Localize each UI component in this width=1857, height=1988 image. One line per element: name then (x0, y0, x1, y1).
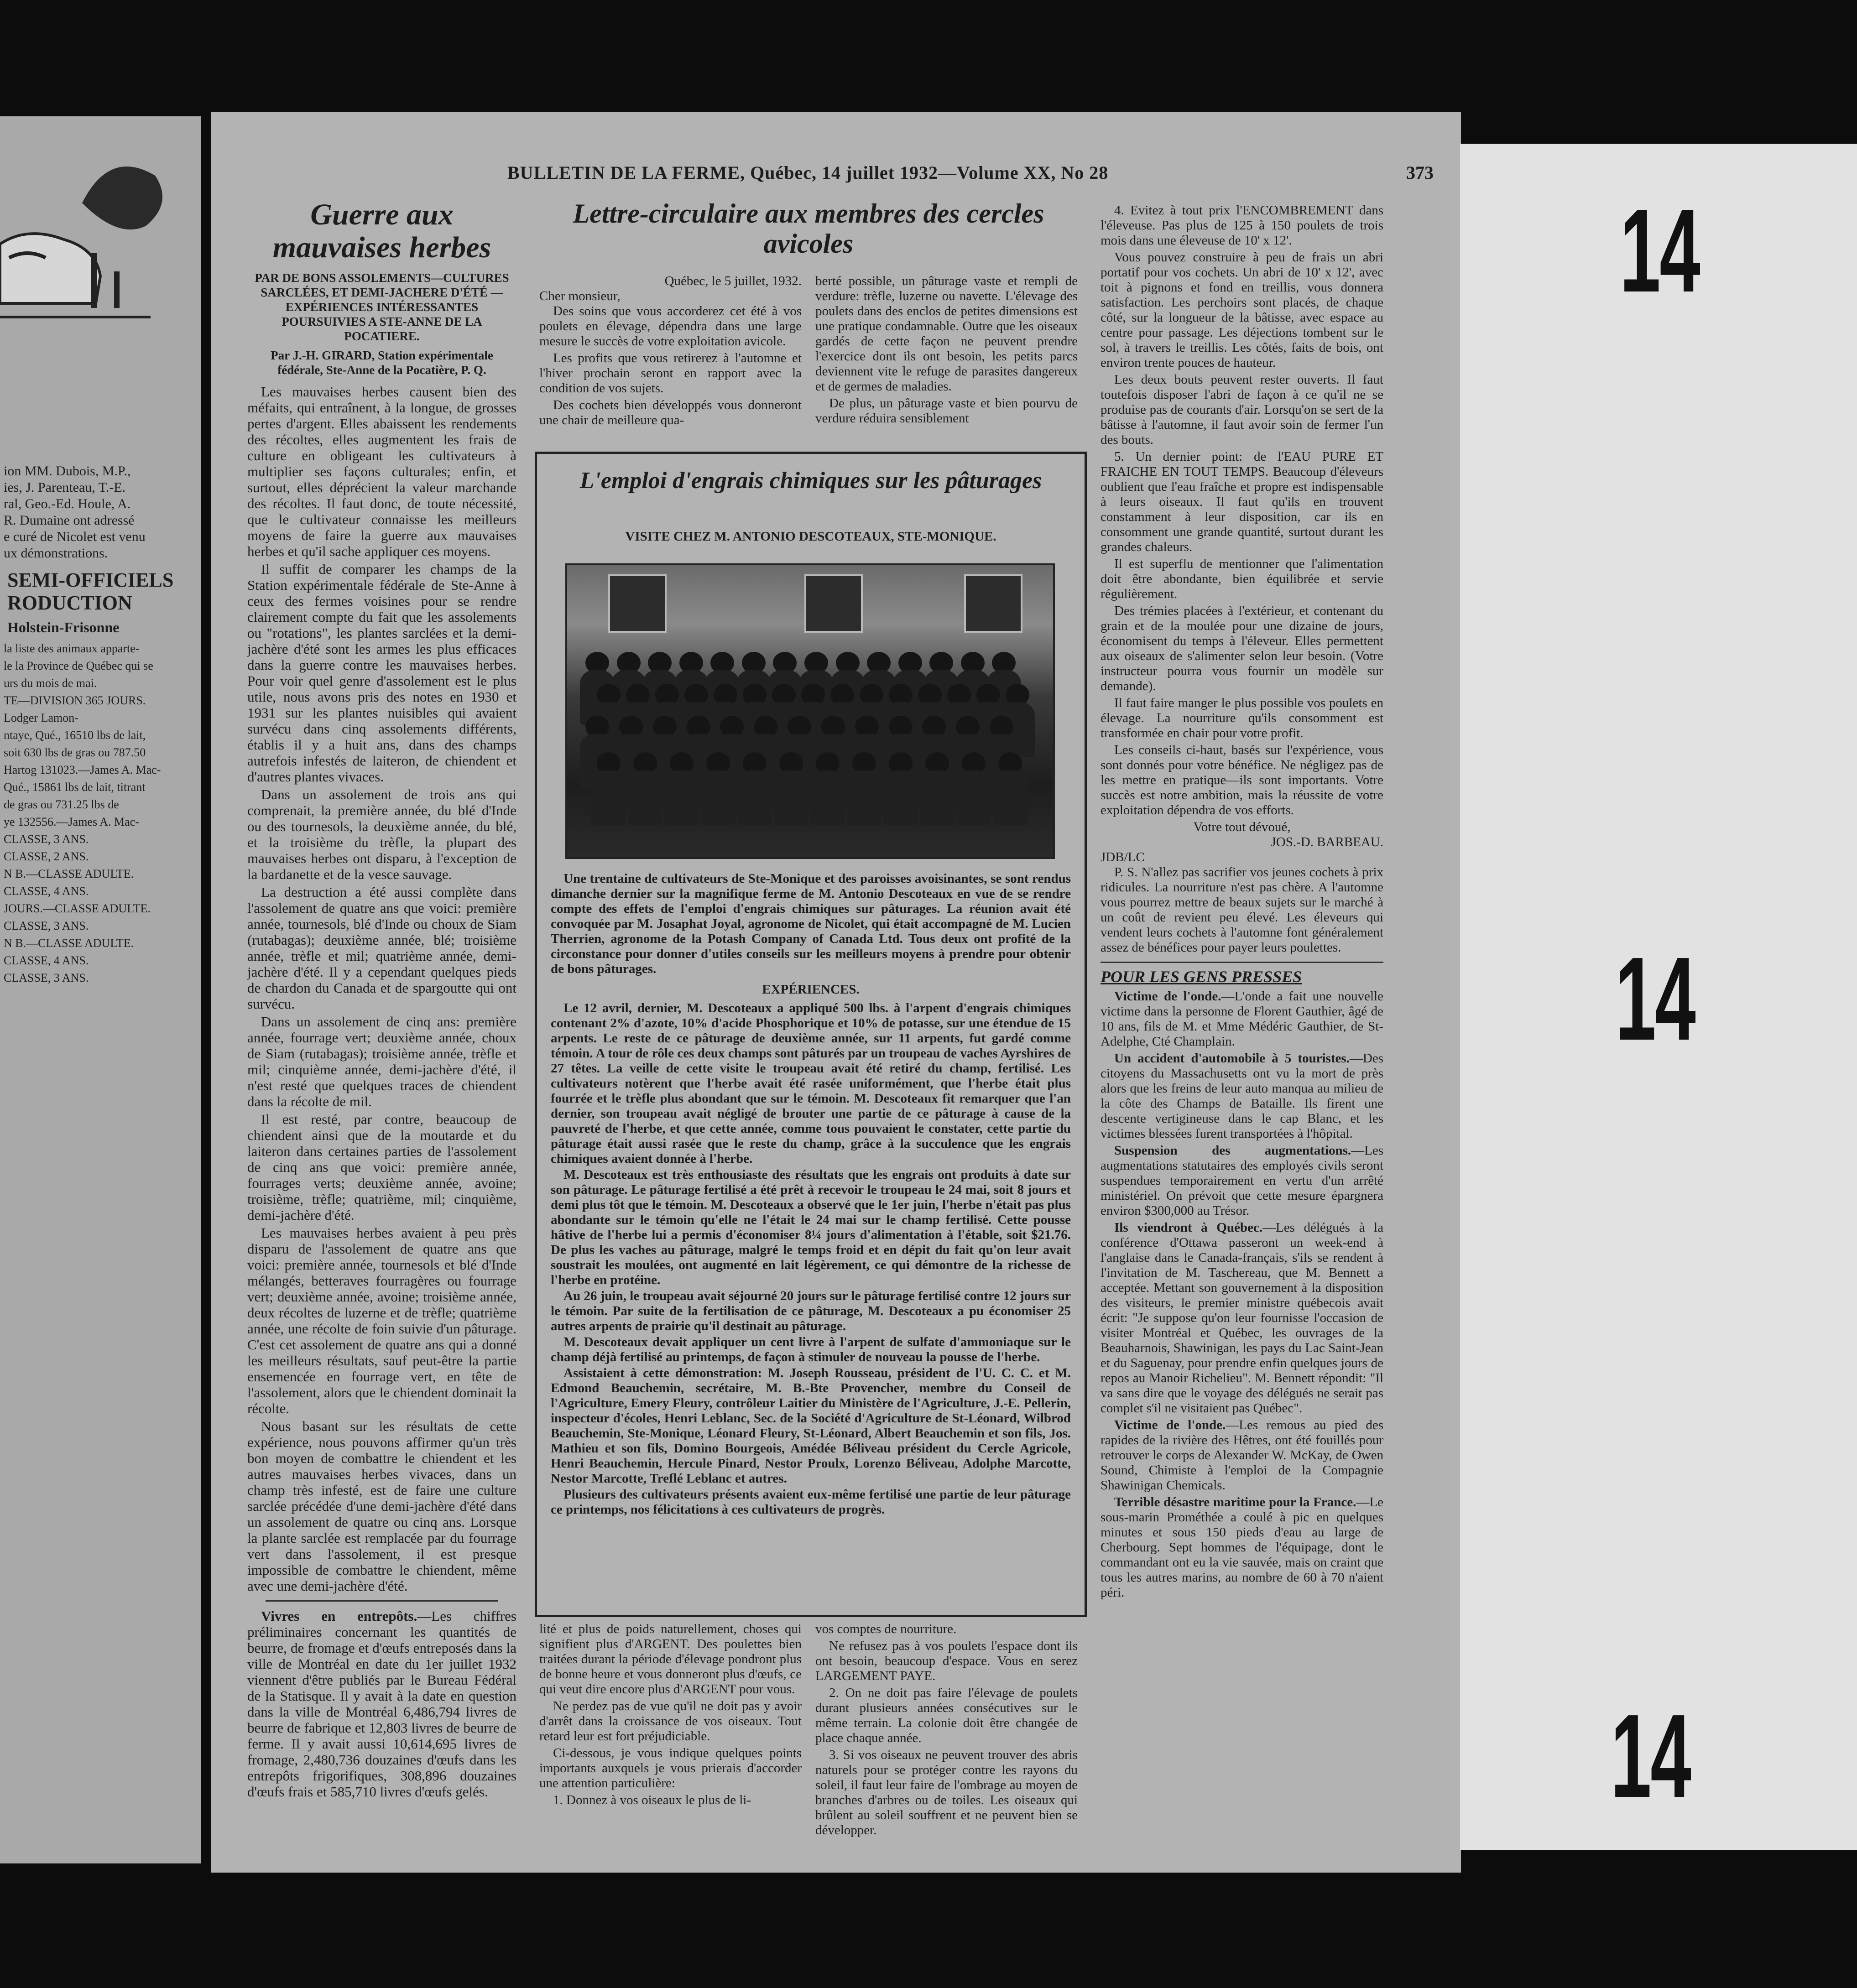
person-body (993, 770, 1028, 825)
person-body (774, 770, 809, 825)
news-item (247, 1608, 516, 1800)
paragraph: Les conseils ci-haut, basés sur l'expérience, vous sont donnés pour votre bénéfice. Ne négligez pas de les mettre en pratique—ils sont importants. Votre succès est notre ambition, mais la réussite de votre exploitation dépendra de vos efforts. (1101, 743, 1383, 817)
left-list-line: CLASSE, 2 ANS. (4, 850, 89, 863)
news-text: —Les remous au pied des rapides de la rivière des Hêtres, ont été fouillés pour retrouver le corps de Alexander W. McKay, de Owen Sound, Chimiste à l'emploi de la Compagnie Shawinigan Chemicals. (1101, 1418, 1384, 1493)
news-item (1101, 1495, 1383, 1600)
photo-window (608, 574, 667, 633)
left-list-line: soit 630 lbs de gras ou 787.50 (4, 746, 146, 759)
left-line: ies, J. Parenteau, T.-E. (4, 480, 126, 495)
cattle-illustration (0, 135, 183, 335)
paragraph: Il est superflu de mentionner que l'alimentation doit être abondante, bien équilibrée et servie régulièrement. (1101, 557, 1383, 601)
closing: Votre tout dévoué, (1193, 820, 1291, 834)
left-list-line: CLASSE, 4 ANS. (4, 885, 89, 898)
paragraph: M. Descoteaux est très enthousiaste des résultats que les engrais ont produits à date sur son pâturage. Le pâturage fertilisé a été prêt à recevoir le troupeau le 24 mai, soit 8 jours et demi plus tôt que le témoin. M. Descoteaux a observé que le 1er juin, l'herbe n'était pas plus abondante sur le témoin qu'elle ne l'était le 24 mai sur le champ fertilisé. Cette pousse hâtive de l'herbe lui a permis d'économiser 8¼ jours d'alimentation à l'étable, soit $21.76. De plus les vaches au pâturage, malgré le temps froid et en dépit du fait qu'on leur avait soustrait les moulées, ont augmenté en lait légèrement, ce qui démontre de la richesse de l'herbe en protéine. (551, 1167, 1071, 1287)
person-body (956, 770, 991, 825)
paragraph: La destruction a été aussi complète dans l'assolement de quatre ans que voici: première année, tournesols, blé d'Inde ou choux de Siam (rutabagas); deuxième année, blé; troisième année, trèfle et mil; quatrième année, demi-jachère d'été. Il y a cependant quelques pieds de chardon du Canada et de spargoutte qui ont survécu. (247, 884, 516, 1012)
article-byline: Par J.-H. GIRARD, Station expérimentale fédérale, Ste-Anne de la Pocatière, P. Q. (271, 349, 493, 377)
paragraph: Assistaient à cette démonstration: M. Joseph Rousseau, président de l'U. C. C. et M. Edmond Beauchemin, secrétaire, M. B.-Bte Provencher, membre du Conseil de l'Agriculture, Emery Fleury, contrôleur Laitier du Ministère de l'Agriculture, J.-E. Pellerin, inspecteur d'écoles, Henri Leblanc, Sec. de la Société d'Agriculture de St-Léonard, Wilbrod Beauchemin, Ste-Monique, Léonard Fleury, St-Léonard, Albert Beauchemin et son fils, Jos. Mathieu et son fils, Domino Bourgeois, Amédée Béliveau président du Cercle Agricole, Henri Beauchemin, Hercule Pinard, Nestor Proulx, Lorenzo Béliveau, Adolphe Marcotte, Nestor Marcotte, Treflé Leblanc et autres. (551, 1366, 1071, 1486)
paragraph: Ci-dessous, je vous indique quelques points importants auxquels je vous prierais d'accorder une attention particulière: (539, 1746, 802, 1790)
left-list-line: ye 132556.—James A. Mac- (4, 815, 139, 828)
news-text: —L'onde a fait une nouvelle victime dans la personne de Florent Gauthier, âgé de 10 ans, fils de M. et Mme Médéric Gauthier, de St-Adelphe, Cté Champlain. (1101, 989, 1383, 1049)
dateline: Québec, le 5 juillet, 1932. (664, 274, 802, 288)
article-subtitle: PAR DE BONS ASSOLEMENTS—CULTURES SARCLÉES, ET DEMI-JACHERE D'ÉTÉ — EXPÉRIENCES INTÉRESSANTES POURSUIVIES A STE-ANNE DE LA POCATIERE. (255, 271, 509, 343)
paragraph: Dans un assolement de cinq ans: première année, fourrage vert; deuxième année, choux de Siam (rutabagas); troisième année, trèfle et mil; cinquième année, demi-jachère d'été, il n'est resté que quelques traces de chiendent dans la récolte de mil. (247, 1014, 516, 1109)
paragraph: Les profits que vous retirerez à l'automne et l'hiver prochain seront en rapport avec la condition de vos sujets. (539, 351, 802, 396)
paragraph: Ne perdez pas de vue qu'il ne doit pas y avoir d'arrêt dans la croissance de vos oiseaux. Tout retard leur est fort préjudiciable. (539, 1699, 802, 1743)
left-list-line: Hartog 131023.—James A. Mac- (4, 763, 161, 776)
paragraph: Il faut faire manger le plus possible vos poulets en élevage. La nourriture qu'ils consomment est transformée en chair pour votre profit. (1101, 696, 1383, 740)
news-lead: Ils viendront à Québec. (1114, 1220, 1262, 1235)
left-list-line: CLASSE, 4 ANS. (4, 954, 89, 967)
sheet-number-mark: 14 (1620, 185, 1700, 317)
news-section-head: POUR LES GENS PRESSES (1101, 968, 1302, 986)
initials: JDB/LC (1101, 850, 1145, 864)
news-item (1101, 1418, 1383, 1493)
column-weeds (247, 198, 516, 1801)
news-lead: Vivres en entrepôts. (261, 1608, 417, 1624)
left-list-line: de gras ou 731.25 lbs de (4, 798, 119, 811)
left-section-head: SEMI-OFFICIELS RODUCTION (7, 569, 174, 614)
box-title: L'emploi d'engrais chimiques sur les pâturages (579, 468, 1042, 494)
news-text: —Les chiffres préliminaires concernant les quantités de beurre, de fromage et d'œufs entreposés dans la ville de Montréal en date du 1er juillet 1932 viennent d'être publiés par le Bureau Fédéral de la Statisque. Il y avait à la date en question dans la ville de Montréal 6,486,794 livres de beurre de fabrique et 12,803 livres de beurre de ferme. Il y avait aussi 10,614,695 livres de fromage, 2,480,736 douzaines d'œufs dans les entrepôts frigorifiques, 308,896 douzaines d'œufs frais et 585,710 livres d'œufs gelés. (247, 1608, 516, 1800)
signature: JOS.-D. BARBEAU. (1271, 835, 1383, 849)
news-item (1101, 1220, 1383, 1416)
salutation: Cher monsieur, (539, 289, 621, 303)
paragraph: vos comptes de nourriture. (815, 1622, 957, 1636)
left-list-line: N B.—CLASSE ADULTE. (4, 867, 134, 880)
paragraph: Des trémies placées à l'extérieur, et contenant du grain et de la moulée pour une dizaine de jours, économisent du temps à l'éleveur. Elles permettent aux oiseaux de s'alimenter selon leur besoin. (Votre instructeur pourra vous fournir un modèle sur demande). (1101, 604, 1383, 693)
column-letter-continued (1101, 203, 1383, 1602)
news-text: —Les délégués à la conférence d'Ottawa passeront un week-end à l'anglaise dans le Canada-français, s'ils se rendent à l'invitation de M. Taschereau, que M. Bennett a acceptée. Mettant son gouvernement à la disposition des visiteurs, le premier ministre québecois avait écrit: "Je suppose qu'on leur fournisse l'occasion de visiter Montréal et Québec, les ouvrages de la Beauharnois, Shawinigan, les pays du Lac Saint-Jean et du Saguenay, pour prendre enfin quelques jours de repos au Manoir Richelieu". M. Bennett répondit: "Il va sans dire que le voyage des délégués ne serait pas complet s'il ne visitaient pas Québec". (1101, 1220, 1383, 1416)
sheet-number-mark: 14 (1615, 933, 1695, 1065)
paragraph: 2. On ne doit pas faire l'élevage de poulets durant plusieurs années consécutives sur le même terrain. La colonie doit être changée de place chaque année. (815, 1686, 1078, 1745)
left-list-line: la liste des animaux apparte- (4, 642, 140, 655)
paragraph: Dans un assolement de trois ans qui comprenait, la première année, du blé d'Inde ou des tournesols, la deuxième année, du blé, et la troisième du trèfle, la plupart des mauvaises herbes ont disparu, à l'exception de la bardanette et de la vesce sauvage. (247, 786, 516, 882)
person-body (701, 770, 735, 825)
paragraph: 5. Un dernier point: de l'EAU PURE ET FRAICHE EN TOUT TEMPS. Beaucoup d'éleveurs oublient que l'eau fraîche et propre est indispensable à leurs oiseaux. Il faut qu'ils en trouvent constamment à leur disposition, car ils en consomment une grande quantité, surtout durant les grandes chaleurs. (1101, 449, 1383, 554)
news-item (1101, 1051, 1383, 1141)
paragraph: Les mauvaises herbes causent bien des méfaits, qui entraînent, à la longue, de grosses pertes d'argent. Elles abaissent les rendements des récoltes, elles augmentent les frais de culture en obligeant les cultivateurs à multiplier ses façons culturales; enfin, et surtout, elles déprécient la valeur marchande des récoltes. Il faut donc, de toute nécessité, que le cultivateur connaisse les meilleurs moyens de faire la guerre aux mauvaises herbes et qu'il sache appliquer ces moyens. (247, 384, 516, 559)
left-line: ion MM. Dubois, M.P., (4, 463, 131, 479)
letter-left-col (539, 274, 802, 430)
left-line: e curé de Nicolet est venu (4, 529, 146, 544)
left-list (4, 640, 195, 987)
left-list-line: Qué., 15861 lbs de lait, titrant (4, 781, 146, 794)
sheet-number-mark: 14 (1611, 1690, 1690, 1822)
paragraph: M. Descoteaux devait appliquer un cent livre à l'arpent de sulfate d'ammoniaque sur le champ déjà fertilisé au printemps, de façon à stimuler de nouveau la pousse de l'herbe. (551, 1335, 1071, 1364)
paragraph: 1. Donnez à vos oiseaux le plus de li- (553, 1793, 751, 1807)
news-item (1101, 989, 1383, 1049)
paragraph: Des soins que vous accorderez cet été à vos poulets en élevage, dépendra dans une large mesure le succès de votre exploitation avicole. (539, 304, 802, 349)
divider (1101, 962, 1383, 963)
letter-right-col (815, 274, 1078, 428)
article-title: Guerre aux mauvaises herbes (272, 198, 491, 264)
left-line: ux démonstrations. (4, 546, 108, 561)
left-list-line: Lodger Lamon- (4, 711, 78, 724)
box-subtitle: VISITE CHEZ M. ANTONIO DESCOTEAUX, STE-MONIQUE. (625, 529, 996, 544)
paragraph: Le 12 avril, dernier, M. Descoteaux a appliqué 500 lbs. à l'arpent d'engrais chimiques contenant 2% d'azote, 10% d'acide Phosphorique et 10% de potasse, sur une étendue de 15 arpents. Le reste de ce pâturage de deuxième année, sur 11 arpents, fut gardé comme témoin. A tour de rôle ces deux champs sont pâturés par un troupeau de vaches Ayrshires de 27 têtes. La veille de cette visite le troupeau avait été retiré du champ, fertilisé. Les cultivateurs notèrent que l'herbe avait été rasée uniformément, que l'herbe était plus fourrée et le trèfle plus abondant que sur le témoin. M. Descoteaux fit remarquer que l'an dernier, son troupeau avait négligé de brouter une partie de ce pâturage à cause de la pauvreté de l'herbe, et que cette année, comme tous pouvaient le constater, cette partie du pâturage était aussi rasée que le reste du champ, grâce à la succulence que les engrais chimiques avaient donnée à l'herbe. (551, 1001, 1071, 1166)
left-line: ral, Geo.-Ed. Houle, A. (4, 496, 131, 511)
paragraph: 4. Evitez à tout prix l'ENCOMBREMENT dans l'éleveuse. Pas plus de 125 à 150 poulets de trois mois dans une éleveuse de 10' x 12'. (1101, 203, 1383, 248)
person-body (591, 770, 626, 825)
left-list-line: JOURS.—CLASSE ADULTE. (4, 902, 151, 915)
left-list-line: CLASSE, 3 ANS. (4, 919, 89, 932)
left-line: R. Dumaine ont adressé (4, 513, 135, 528)
news-text: —Le sous-marin Prométhée a coulé à pic en quelques minutes et sous 150 pieds d'eau au large de Cherbourg. Sept hommes de l'équipage, dont le commandant ont eu la vie sauvée, mais on craint que tous les autres marins, au nombre de 60 à 70 n'aient péri. (1101, 1495, 1383, 1600)
group-photograph (565, 563, 1055, 859)
letter-title: Lettre-circulaire aux membres des cercles avicoles (573, 198, 1044, 259)
paragraph: De plus, un pâturage vaste et bien pourvu de verdure réduira sensiblement (815, 396, 1078, 426)
news-lead: Victime de l'onde. (1114, 1418, 1226, 1432)
letter-bottom-left (539, 1622, 802, 1810)
left-page-text (4, 463, 195, 987)
news-lead: Victime de l'onde. (1114, 989, 1221, 1004)
letter-bottom-right (815, 1622, 1078, 1840)
paragraph: Une trentaine de cultivateurs de Ste-Monique et des paroisses avoisinantes, se sont rendus dimanche dernier sur la magnifique ferme de M. Antonio Descoteaux en vue de se rendre compte des effets de l'emploi d'engrais chimiques sur pâturages. La réunion avait été convoquée par M. Josaphat Joyal, agronome de Nicolet, qui était accompagné de M. Lucien Therrien, agronome de la Potash Company of Canada Ltd. Tous deux ont profité de la circonstance pour donner d'utiles conseils sur les meilleurs moyens à prendre pour obtenir de bons pâturages. (551, 871, 1071, 976)
news-item (1101, 1143, 1383, 1218)
left-list-line: ntaye, Qué., 16510 lbs de lait, (4, 729, 146, 742)
left-list-line: N B.—CLASSE ADULTE. (4, 937, 134, 950)
left-list-line: urs du mois de mai. (4, 677, 97, 690)
paragraph: berté possible, un pâturage vaste et rempli de verdure: trèfle, luzerne ou navette. L'élevage des poulets dans des enclos de petites dimensions est une pratique condamnable. Outre que les oiseaux gardés de cette façon ne peuvent prendre l'exercice dont ils ont besoin, les petits parcs deviennent vite le refuge de parasites dangereux et de germes de maladies. (815, 274, 1078, 394)
paragraph: Les deux bouts peuvent rester ouverts. Il faut toutefois disposer l'abri de façon à ce qu'il ne se produise pas de courants d'air. Lorsqu'on se sert de la bâtisse à l'automne, il faut avoir soin de fermer l'un des bouts. (1101, 372, 1383, 447)
photo-window (804, 574, 863, 633)
divider (266, 1600, 498, 1602)
left-sub-head: Holstein-Frisonne (7, 619, 120, 635)
person-body (664, 770, 699, 825)
person-body (628, 770, 662, 825)
photo-window (964, 574, 1022, 633)
paragraph: Vous pouvez construire à peu de frais un abri portatif pour vos cochets. Un abri de 10' x 12', avec toit à pignons et fond en treillis, vous donnera satisfaction. Les perchoirs sont placés, de chaque côté, sur la longueur de la bâtisse, avec espace au centre pour passage. Les déjections tombent sur le sol, à travers le treillis. Les côtés, faits de bois, ont environ trente pouces de hauteur. (1101, 250, 1383, 370)
news-lead: Terrible désastre maritime pour la France. (1114, 1495, 1356, 1509)
letter-header (535, 198, 1082, 259)
paragraph: Au 26 juin, le troupeau avait séjourné 20 jours sur le pâturage fertilisé contre 12 jours sur le témoin. Par suite de la fertilisation de ce pâturage, M. Descoteaux a pu économiser 25 autres arpents de prairie qu'il destinait au pâturage. (551, 1289, 1071, 1333)
left-partial-page (0, 116, 201, 1863)
person-body (810, 770, 845, 825)
news-text: —Les augmentations statutaires des employés civils seront suspendues temporairement en vertu d'un arrêté ministériel. On prévoit que cette mesure épargnera environ $300,000 au Trésor. (1101, 1143, 1383, 1218)
person-body (737, 770, 772, 825)
left-list-line: TE—DIVISION 365 JOURS. (4, 694, 146, 707)
paragraph: Nous basant sur les résultats de cette expérience, nous pouvons affirmer qu'un très bon moyen de combattre le chiendent et les autres mauvaises herbes vivaces, dans un champ très infesté, est de faire une culture sarclée précédée d'une demi-jachère d'été dans un assolement de quatre ou cinq ans. Lorsque la plante sarclée est remplacée par du fourrage vert dans l'assolement, il est presque impossible de combattre le chiendent, même avec une demi-jachère d'été. (247, 1418, 516, 1594)
paragraph: Les mauvaises herbes avaient à peu près disparu de l'assolement de quatre ans que voici: première année, tournesols et blé d'Inde mélangés, betteraves fourragères ou fourrage vert; deuxième année, avoine; troisième année, deux récoltes de luzerne et de trèfle; quatrième année, une récolte de foin suivie d'un pâturage. C'est cet assolement de quatre ans qui a donné les meilleurs résultats, sauf peut-être la partie ensemencée en fourrage vert, en tête de l'assolement, alors que le chiendent dominait la récolte. (247, 1225, 516, 1416)
left-list-line: le la Province de Québec qui se (4, 659, 153, 672)
box-body (551, 871, 1071, 1518)
person-body (847, 770, 882, 825)
left-list-line: CLASSE, 3 ANS. (4, 971, 89, 984)
newspaper-page (211, 112, 1461, 1873)
paragraph: Ne refusez pas à vos poulets l'espace dont ils ont besoin, beaucoup d'espace. Vous en serez LARGEMENT PAYE. (815, 1639, 1078, 1683)
fertilizer-article-box (535, 452, 1087, 1617)
paragraph: Des cochets bien développés vous donneront une chair de meilleure qua- (539, 398, 802, 427)
news-lead: Suspension des augmentations. (1114, 1143, 1351, 1158)
paragraph: 3. Si vos oiseaux ne peuvent trouver des abris naturels pour se protéger contre les rayons du soleil, il faut leur faire de l'ombrage au moyen de branches d'arbres ou de toiles. Les oiseaux qui brûlent au soleil souffrent et ne peuvent bien se développer. (815, 1748, 1078, 1837)
paragraph: Plusieurs des cultivateurs présents avaient eux-même fertilisé une partie de leur pâturage ce printemps, nos félicitations à ces cultivateurs de progrès. (551, 1487, 1071, 1517)
person-body (920, 770, 955, 825)
postscript: P. S. N'allez pas sacrifier vos jeunes cochets à prix ridicules. La nourriture n'est pas chère. A l'automne vous pourrez mettre de beaux sujets sur le marché à un coût de revient peu élevé. Les éleveurs qui vendent leurs cochets à l'automne font généralement assez de bénéfices pour payer leurs poulettes. (1101, 865, 1383, 955)
left-list-line: CLASSE, 3 ANS. (4, 833, 89, 846)
box-section-head: EXPÉRIENCES. (762, 982, 860, 997)
news-text: —Des citoyens du Massachusetts ont vu la mort de près alors que les freins de leur auto manqua au milieu de la côte des Champs de Bataille. Ils firent une descente vertigineuse dans le cap Blanc, et les victimes blessées furent transportées à l'hôpital. (1101, 1051, 1383, 1141)
person-body (883, 770, 918, 825)
page-number: 373 (1406, 162, 1434, 183)
paragraph: Il est resté, par contre, beaucoup de chiendent ainsi que de la moutarde et du laiteron dans certaines parties de l'assolement de cinq ans que voici: première année, fourrages verts; deuxième année, avoine; troisième, trèfle; quatrième, mil; cinquième, demi-jachère d'été. (247, 1111, 516, 1223)
news-lead: Un accident d'automobile à 5 touristes. (1114, 1051, 1350, 1066)
paragraph: Il suffit de comparer les champs de la Station expérimentale fédérale de Ste-Anne à ceux des fermes voisines pour se rendre clairement compte du fait que les assolements ou "rotations", les plantes sarclées et la demi-jachère d'été sont les armes les plus efficaces dans la guerre contre les mauvaises herbes. Pour voir quel genre d'assolement est le plus utile, nous avons pris des notes en 1930 et 1931 sur les plantes nuisibles qui avaient survécu dans cinq assolements différents, établis il y a huit ans, dans des champs autrefois infestés de laiteron, de chiendent et d'autres plantes vivaces. (247, 561, 516, 785)
paragraph: lité et plus de poids naturellement, choses qui signifient plus d'ARGENT. Des poulettes bien traitées durant la période d'élevage pondront plus de bonne heure et vous donneront plus d'œufs, ce qui veut dire encore plus d'ARGENT pour vous. (539, 1622, 802, 1697)
running-head: BULLETIN DE LA FERME, Québec, 14 juillet 1932—Volume XX, No 28 (507, 162, 1109, 183)
